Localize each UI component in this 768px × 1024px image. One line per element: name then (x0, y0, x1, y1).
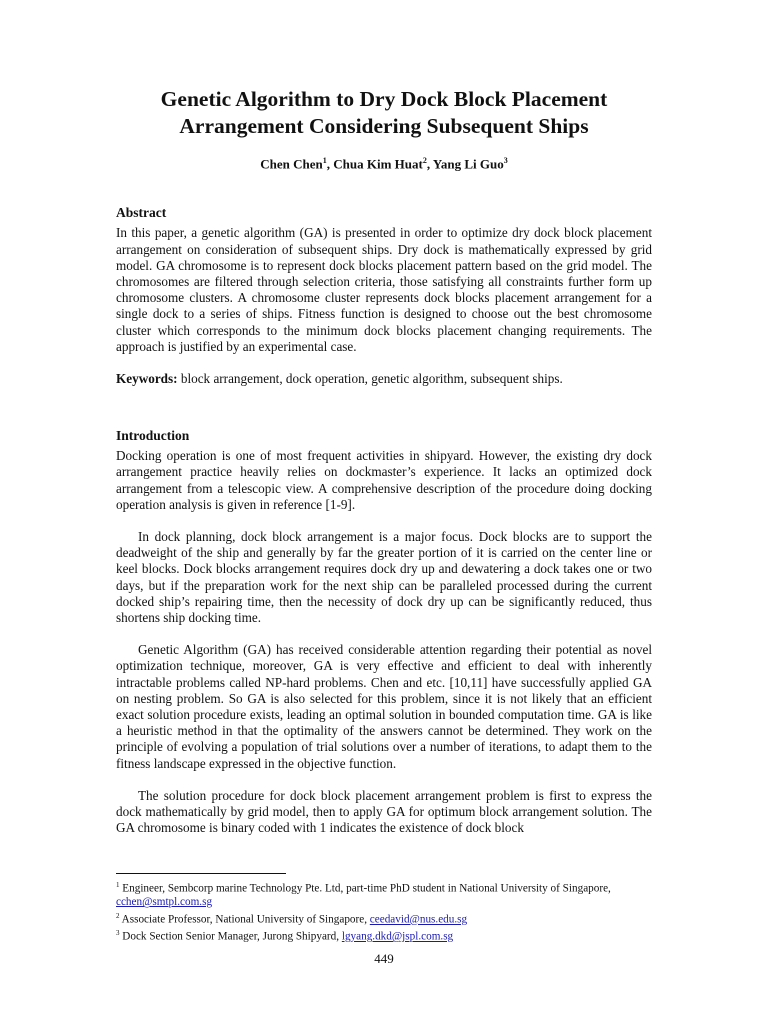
author-affiliation-mark: 3 (503, 156, 508, 165)
keywords-label: Keywords: (116, 370, 178, 386)
introduction-heading: Introduction (116, 428, 190, 444)
keywords-line (116, 371, 652, 387)
author-separator: , (326, 156, 334, 172)
author-name: Chen Chen (260, 156, 323, 172)
intro-paragraph: The solution procedure for dock block placement arrangement problem is first to express the dock mathematically by grid model, then to apply GA for optimum block arrangement solution. The GA chromosome is binary coded with 1 indicates the existence of dock block (116, 787, 652, 836)
footnote-text: Dock Section Senior Manager, Jurong Shipyard, (119, 930, 342, 943)
paper-title (116, 86, 652, 140)
email-link[interactable]: cchen@smtpl.com.sg (116, 896, 213, 909)
keywords-text: block arrangement, dock operation, genetic algorithm, subsequent ships. (177, 370, 563, 386)
author-name: Yang Li Guo (432, 156, 504, 172)
footnotes (116, 873, 652, 945)
footnote-mark: 2 (116, 911, 120, 920)
abstract-heading: Abstract (116, 205, 167, 221)
page-number: 449 (374, 951, 394, 966)
abstract-text: In this paper, a genetic algorithm (GA) is presented in order to optimize dry dock block placement arrangement on consideration of subsequent ships. Dry dock is mathematically expressed by grid model. GA chromosome is to represent dock blocks placement pattern based on the grid model. The chromosomes are filtered through selection criteria, those satisfying all constraints further form up chromosome clusters. A chromosome cluster represents dock blocks placement arrangement for a single dock to a series of ships. Fitness function is designed to choose out the best chromosome cluster which corresponds to the minimum dock blocks placement changing requirements. The approach is justified by an experimental case. (116, 225, 652, 354)
author-affiliation-mark: 1 (322, 156, 327, 165)
intro-paragraph: Docking operation is one of most frequent activities in shipyard. However, the existing dry dock arrangement practice heavily relies on dockmaster’s experience. It lacks an optimized dock arrangement from a telescopic view. A comprehensive description of the procedure doing docking operation analysis is given in reference [1-9]. (116, 448, 652, 512)
footnote-divider (116, 873, 286, 874)
author-separator: , (426, 156, 433, 172)
footnote-1 (116, 879, 652, 910)
footnote-mark: 3 (116, 929, 120, 938)
footnote-text: Engineer, Sembcorp marine Technology Pte. Ltd, part-time PhD student in National University of Singapore, (119, 882, 611, 895)
author-name: Chua Kim Huat (333, 156, 423, 172)
footnote-3 (116, 927, 652, 944)
email-link[interactable]: lgyang.dkd@jspl.com.sg (341, 930, 454, 943)
intro-paragraph: Genetic Algorithm (GA) has received considerable attention regarding their potential as novel optimization technique, moreover, GA is very effective and efficient to deal with inherently intractable problems called NP-hard problems. Chen and etc. [10,11] have successfully applied GA on nesting problem. So GA is also selected for this problem, since it is not likely that an efficient exact solution procedure exists, leading an optimal solution in bounded computation time. GA is like a heuristic method in that the optimality of the answers cannot be determined. They work on the principle of evolving a population of trial solutions over a number of iterations, to adapt them to the fitness landscape expressed in the objective function. (116, 642, 652, 771)
footnote-2 (116, 910, 652, 927)
author-list (116, 156, 652, 172)
paper-page (116, 86, 652, 836)
intro-paragraph: In dock planning, dock block arrangement is a major focus. Dock blocks are to support the deadweight of the ship and generally by far the greater portion of it is carried on the center line or keel blocks. Dock blocks arrangement requires dock dry up and dewatering a dock takes one or two days, but if the preparation work for the next ship can be paralleled processed during the current docked ship’s repairing time, then the necessity of dock dry up can be significantly reduced, thus shortens ship docking time. (116, 528, 652, 625)
author-affiliation-mark: 2 (422, 156, 427, 165)
title-line-2: Arrangement Considering Subsequent Ships (179, 114, 589, 138)
footnote-text: Associate Professor, National University of Singapore, (119, 913, 370, 926)
email-link[interactable]: ceedavid@nus.edu.sg (369, 913, 468, 926)
title-line-1: Genetic Algorithm to Dry Dock Block Placement (160, 87, 608, 111)
footnote-mark: 1 (116, 881, 120, 889)
